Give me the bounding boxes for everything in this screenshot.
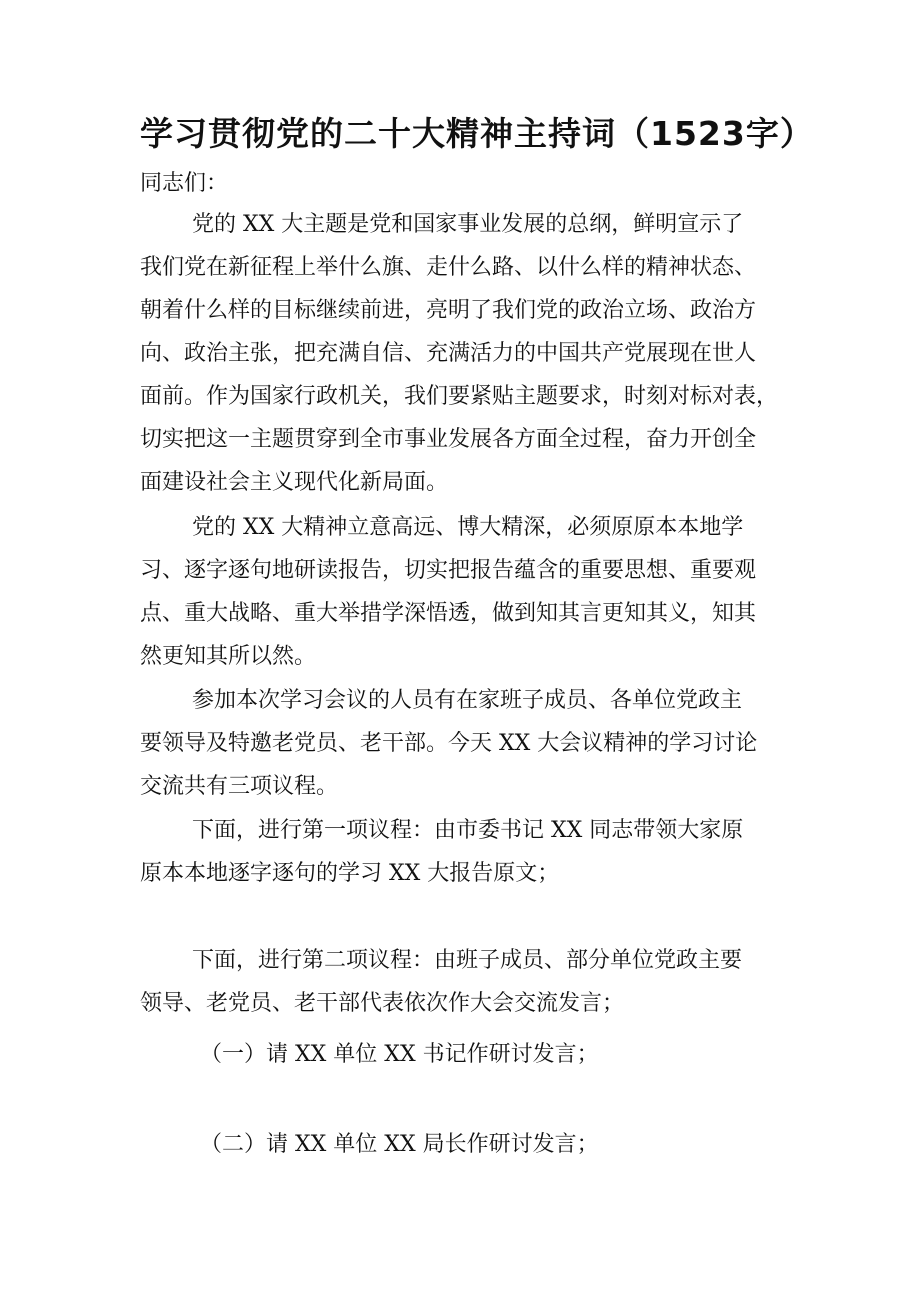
salutation: 同志们： — [140, 171, 229, 196]
paragraph-line: 下面，进行第一项议程：由市委书记 XX 同志带领大家原 — [192, 818, 744, 843]
agenda-item-1: （一）请 XX 单位 XX 书记作研讨发言； — [200, 1042, 599, 1067]
paragraph-line: 切实把这一主题贯穿到全市事业发展各方面全过程，奋力开创全 — [140, 427, 757, 452]
paragraph-line: 参加本次学习会议的人员有在家班子成员、各单位党政主 — [192, 688, 743, 713]
paragraph-line: 然更知其所以然。 — [140, 644, 317, 669]
paragraph-line: 原本本地逐字逐句的学习 XX 大报告原文； — [140, 861, 560, 886]
paragraph-attendees — [140, 679, 780, 808]
paragraph-line: 交流共有三项议程。 — [140, 774, 339, 799]
paragraph-line: 向、政治主张，把充满自信、充满活力的中国共产党展现在世人 — [140, 341, 757, 366]
paragraph-line: 下面，进行第二项议程：由班子成员、部分单位党政主要 — [192, 948, 743, 973]
paragraph-study — [140, 506, 780, 678]
paragraph-agenda-two — [140, 939, 780, 1025]
paragraph-line: 党的 XX 大主题是党和国家事业发展的总纲，鲜明宣示了 — [192, 212, 744, 237]
paragraph-line: 面建设社会主义现代化新局面。 — [140, 470, 449, 495]
paragraph-line: 朝着什么样的目标继续前进，亮明了我们党的政治立场、政治方 — [140, 298, 757, 323]
paragraph-line: 要领导及特邀老党员、老干部。今天 XX 大会议精神的学习讨论 — [140, 731, 758, 756]
document-title: 学习贯彻党的二十大精神主持词（1523字） — [140, 114, 814, 153]
paragraph-line: 领导、老党员、老干部代表依次作大会交流发言； — [140, 991, 625, 1016]
paragraph-line: 我们党在新征程上举什么旗、走什么路、以什么样的精神状态、 — [140, 255, 757, 280]
paragraph-line: 党的 XX 大精神立意高远、博大精深，必须原原本本地学 — [192, 515, 744, 540]
paragraph-line: 习、逐字逐句地研读报告，切实把报告蕴含的重要思想、重要观 — [140, 558, 757, 583]
agenda-item-2: （二）请 XX 单位 XX 局长作研讨发言； — [200, 1132, 599, 1157]
paragraph-line: 面前。作为国家行政机关，我们要紧贴主题要求，时刻对标对表， — [140, 384, 779, 409]
paragraph-theme — [140, 203, 780, 504]
paragraph-line: 点、重大战略、重大举措学深悟透，做到知其言更知其义，知其 — [140, 601, 757, 626]
paragraph-agenda-one — [140, 809, 780, 895]
